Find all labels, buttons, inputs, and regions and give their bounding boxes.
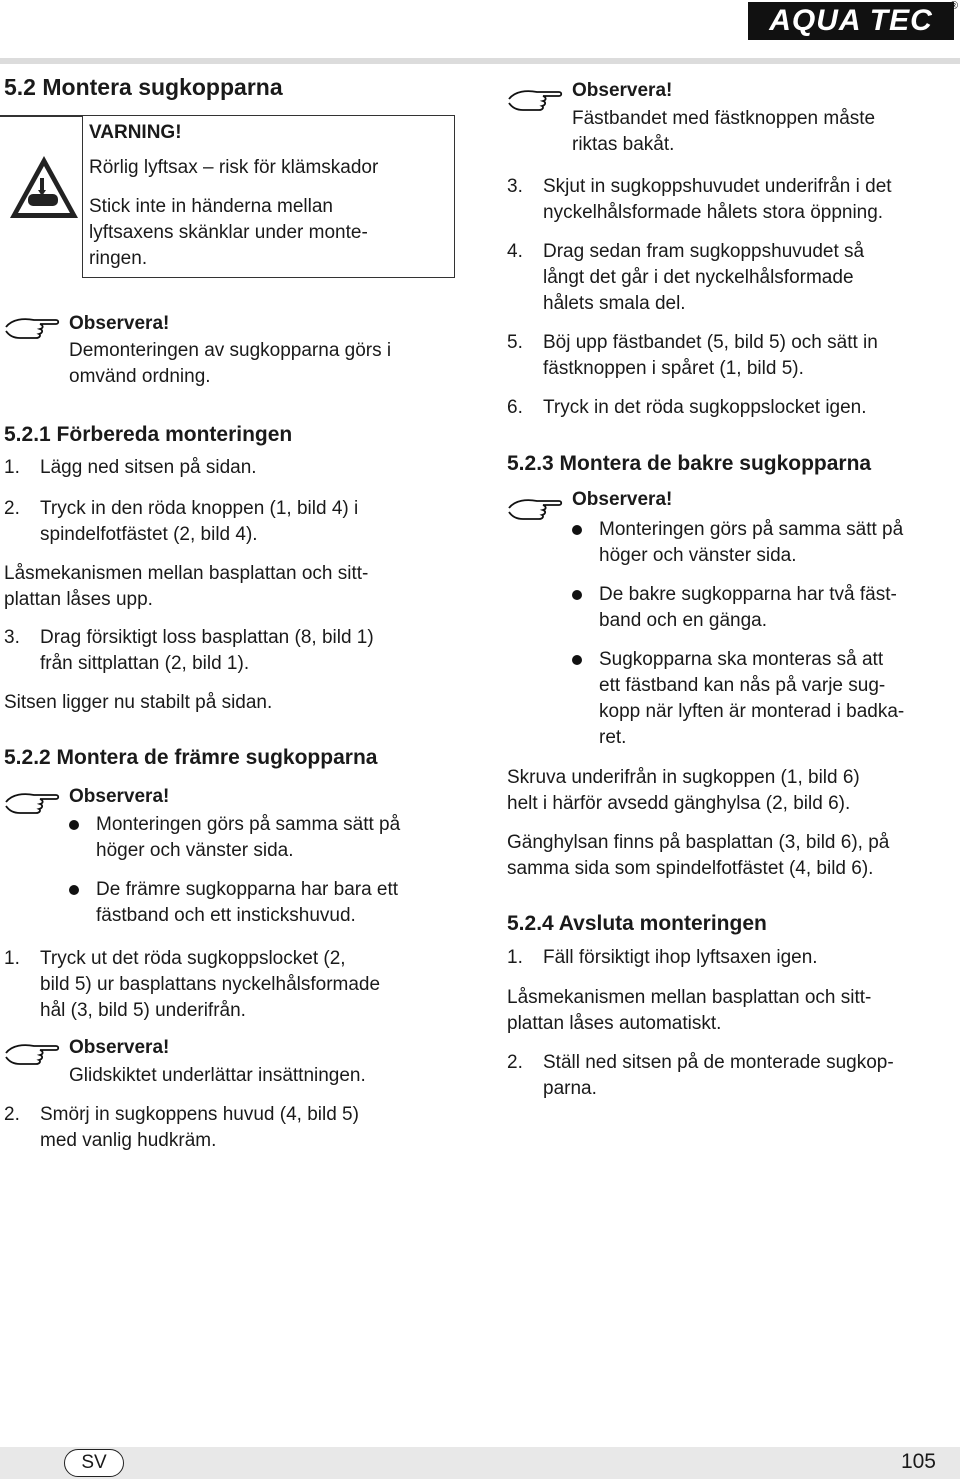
step-item: 2. Tryck in den röda knoppen (1, bild 4) i spindelfotfästet (2, bild 4). bbox=[4, 498, 359, 545]
paragraph: Sitsen ligger nu stabilt på sidan. bbox=[4, 692, 273, 713]
pointing-hand-icon bbox=[4, 1040, 60, 1066]
note-title: Observera! bbox=[69, 1037, 170, 1058]
step-item: 3. Drag försiktigt loss basplattan (8, bild 1) från sittplattan (2, bild 1). bbox=[4, 627, 374, 674]
note-text: Fästbandet med fästknoppen måste riktas bakåt. bbox=[572, 108, 876, 155]
paragraph: Gänghylsan finns på basplattan (3, bild 6), på samma sida som spindelfotfästet (4, bild 6). bbox=[507, 832, 890, 879]
warning-title: VARNING! bbox=[89, 122, 182, 143]
warning-divider bbox=[0, 115, 82, 117]
pointing-hand-icon bbox=[507, 495, 563, 521]
bullet-dot bbox=[69, 820, 79, 830]
step-item: 5. Böj upp fästbandet (5, bild 5) och sätt in fästknoppen i spåret (1, bild 5). bbox=[507, 332, 878, 379]
step-item: 3. Skjut in sugkoppshuvudet underifrån i det nyckelhålsformade hålets stora öppning. bbox=[507, 176, 892, 223]
language-badge: SV bbox=[64, 1449, 124, 1477]
footer-bar bbox=[0, 1447, 960, 1479]
header-rule bbox=[0, 58, 960, 64]
registered-mark: ® bbox=[949, 0, 958, 12]
bullet-item: De främre sugkopparna har bara ett fästband och ett instickshuvud. bbox=[69, 877, 459, 929]
bullet-dot bbox=[572, 525, 582, 535]
note-title: Observera! bbox=[69, 786, 170, 807]
bullet-item: Monteringen görs på samma sätt på höger och vänster sida. bbox=[572, 517, 957, 569]
subsection-title-522: 5.2.2 Montera de främre sugkopparna bbox=[4, 746, 378, 769]
bullet-item: De bakre sugkopparna har två fäst- band och en gänga. bbox=[572, 582, 957, 634]
pointing-hand-icon bbox=[4, 314, 60, 340]
aquatec-logo: AQUA TEC bbox=[748, 2, 954, 40]
subsection-title-524: 5.2.4 Avsluta monteringen bbox=[507, 912, 767, 935]
bullet-dot bbox=[69, 885, 79, 895]
step-item: 2. Smörj in sugkoppens huvud (4, bild 5) med vanlig hudkräm. bbox=[4, 1104, 359, 1151]
note-title: Observera! bbox=[572, 489, 673, 510]
page-number: 105 bbox=[900, 1450, 936, 1473]
paragraph: Låsmekanismen mellan basplattan och sitt- plattan låses upp. bbox=[4, 563, 369, 610]
hand-crush-warning-icon bbox=[8, 152, 80, 222]
step-item: 1. Lägg ned sitsen på sidan. bbox=[4, 457, 257, 478]
note-text: Demonteringen av sugkopparna görs i omvänd ordning. bbox=[69, 340, 392, 387]
bullet-dot bbox=[572, 590, 582, 600]
pointing-hand-icon bbox=[507, 86, 563, 112]
subsection-title-521: 5.2.1 Förbereda monteringen bbox=[4, 423, 293, 446]
subsection-title-523: 5.2.3 Montera de bakre sugkopparna bbox=[507, 452, 872, 475]
step-item: 1. Fäll försiktigt ihop lyftsaxen igen. bbox=[507, 947, 818, 968]
warning-text: Stick inte in händerna mellan lyftsaxens skänklar under monte- ringen. bbox=[89, 196, 368, 269]
step-item: 4. Drag sedan fram sugkoppshuvudet så långt det går i det nyckelhålsformade hålets smala del. bbox=[507, 241, 865, 314]
paragraph: Skruva underifrån in sugkoppen (1, bild 6) helt i härför avsedd gänghylsa (2, bild 6). bbox=[507, 767, 860, 814]
warning-subtitle: Rörlig lyftsax – risk för klämskador bbox=[89, 157, 379, 178]
bullet-item: Monteringen görs på samma sätt på höger och vänster sida. bbox=[69, 812, 459, 864]
step-item: 6. Tryck in det röda sugkoppslocket igen. bbox=[507, 397, 867, 418]
note-text: Glidskiktet underlättar insättningen. bbox=[69, 1065, 366, 1086]
note-title: Observera! bbox=[572, 80, 673, 101]
bullet-dot bbox=[572, 655, 582, 665]
step-item: 2. Ställ ned sitsen på de monterade sugkop- parna. bbox=[507, 1052, 894, 1099]
note-title: Observera! bbox=[69, 313, 170, 334]
section-title: 5.2 Montera sugkopparna bbox=[4, 74, 283, 100]
bullet-item: Sugkopparna ska monteras så att ett fästband kan nås på varje sug- kopp när lyften är monterad i badka- ret. bbox=[572, 647, 957, 751]
paragraph: Låsmekanismen mellan basplattan och sitt- plattan låses automatiskt. bbox=[507, 987, 872, 1034]
pointing-hand-icon bbox=[4, 789, 60, 815]
step-item: 1. Tryck ut det röda sugkoppslocket (2, bild 5) ur basplattans nyckelhålsformade hål (3, bild 5) underifrån. bbox=[4, 948, 381, 1021]
